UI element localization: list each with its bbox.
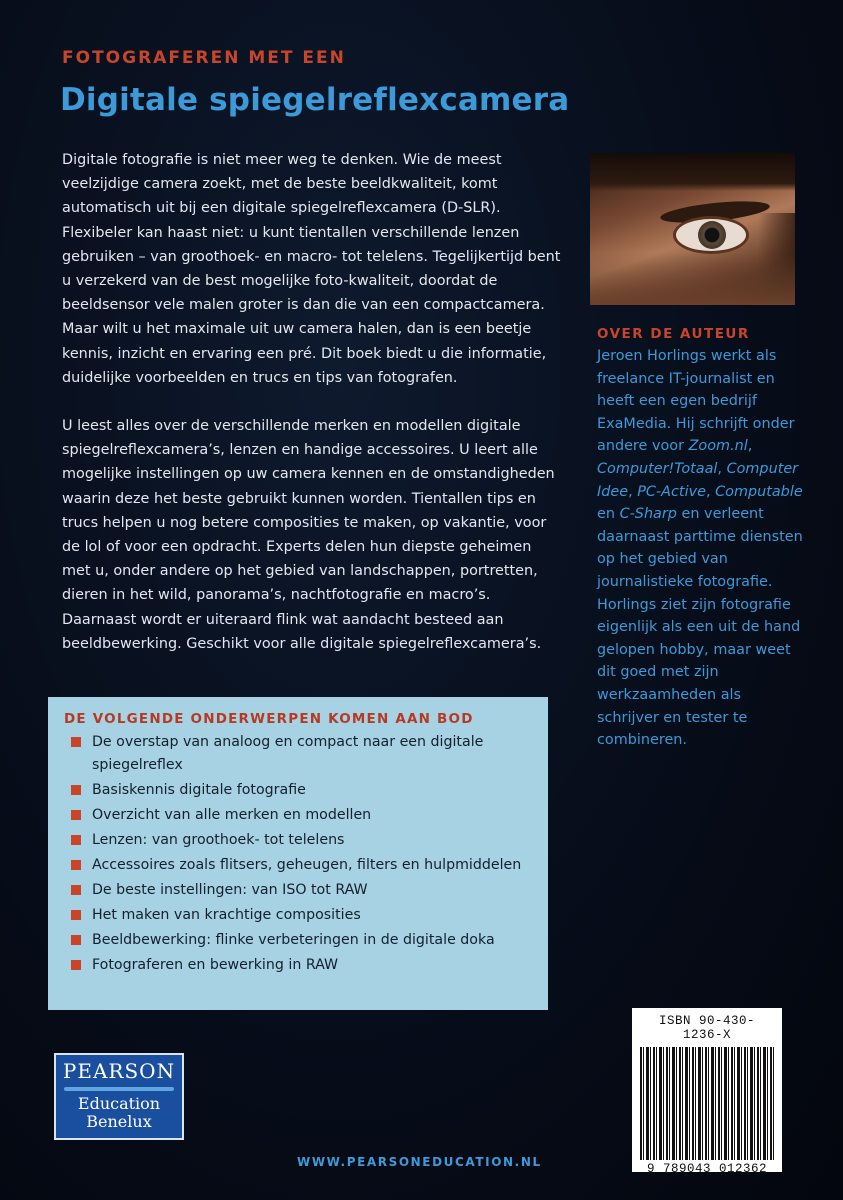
logo-swoosh-icon bbox=[64, 1087, 174, 1091]
description-paragraph-2: U leest alles over de verschillende merken en modellen digitale spiegelreflexcamera’s, lenzen en handige accessoires. U leert alle mogelijke instellingen op uw camera kennen en de omstandigheden waarin deze het beste gebruikt kunnen worden. Tientallen tips en trucs helpen u nog betere composities te maken, op vakantie, voor de lol of voor een opdracht. Experts delen hun diepste geheimen met u, onder andere op het gebied van landschappen, portretten, dieren in het wild, panorama’s, nachtfotografie en macro’s. Daarnaast wordt er uiteraard flink wat aandacht besteed aan beeldbewerking. Geschikt voor alle digitale spiegelreflexcamera’s. bbox=[62, 418, 555, 652]
publisher-website: WWW.PEARSONEDUCATION.NL bbox=[297, 1155, 542, 1169]
topics-list bbox=[64, 731, 532, 977]
author-heading: OVER DE AUTEUR bbox=[597, 326, 750, 342]
publication-pc-active: PC-Active bbox=[637, 483, 706, 500]
publication-computable: Computable bbox=[715, 483, 803, 500]
topic-item: De overstap van analoog en compact naar een digitale spiegelreflex bbox=[64, 731, 532, 777]
logo-wordmark: PEARSON bbox=[62, 1059, 176, 1083]
description-paragraph-1: Digitale fotografie is niet meer weg te denken. Wie de meest veelzijdige camera zoekt, met de beste beeldkwaliteit, komt automatisch uit bij een digitale spiegelreflexcamera (D-SLR). Flexibeler kan haast niet: u kunt tientallen verschillende lenzen gebruiken – van groothoek- en macro- tot telelens. Tegelijkertijd bent u verzekerd van de best mogelijke foto-kwaliteit, doordat de beeldsensor vele malen groter is dan die van een compactcamera. Maar wilt u het maximale uit uw camera halen, dan is een beetje kennis, inzicht en ervaring een pré. Dit boek biedt u die informatie, duidelijke voorbeelden en trucs en tips van fotografen. bbox=[62, 152, 561, 386]
topic-item: Overzicht van alle merken en modellen bbox=[64, 804, 532, 827]
topic-item: De beste instellingen: van ISO tot RAW bbox=[64, 879, 532, 902]
author-eye-photo bbox=[590, 153, 795, 305]
topic-item: Beeldbewerking: flinke verbeteringen in de digitale doka bbox=[64, 929, 532, 952]
logo-subtitle: Education Benelux bbox=[77, 1094, 161, 1131]
publication-c-sharp: C-Sharp bbox=[619, 506, 677, 523]
pearson-logo bbox=[54, 1053, 184, 1140]
cover-title: Digitale spiegelreflexcamera bbox=[60, 82, 570, 118]
topic-item: Lenzen: van groothoek- tot telelens bbox=[64, 829, 532, 852]
barcode-icon bbox=[640, 1047, 774, 1160]
topic-item: Accessoires zoals flitsers, geheugen, filters en hulpmiddelen bbox=[64, 854, 532, 877]
publication-zoom: Zoom.nl bbox=[688, 438, 748, 455]
barcode-panel bbox=[632, 1008, 782, 1176]
topic-item: Fotograferen en bewerking in RAW bbox=[64, 954, 532, 977]
isbn-number: ISBN 90-430-1236-X bbox=[658, 1014, 755, 1042]
ean-number: 9 789043 012362 bbox=[646, 1162, 768, 1176]
author-bio: Jeroen Horlings werkt als freelance IT-journalist en heeft een egen bedrijf ExaMedia. Hij schrijft onder andere voor Zoom.nl, Computer!Totaal, Computer Idee, PC-Active, Computable en C-Sharp en verleent daarnaast parttime diensten op het gebied van journalistieke fotografie. Horlings ziet zijn fotografie eigenlijk als een uit de hand gelopen hobby, maar weet dit goed met zijn werkzaamheden als schrijver en tester te combineren. bbox=[597, 348, 803, 749]
topic-item: Basiskennis digitale fotografie bbox=[64, 779, 532, 802]
topics-box bbox=[48, 697, 548, 1010]
cover-kicker: FOTOGRAFEREN MET EEN bbox=[62, 48, 346, 68]
topic-item: Het maken van krachtige composities bbox=[64, 904, 532, 927]
publication-computer-totaal: Computer!Totaal bbox=[597, 460, 718, 477]
topics-heading: DE VOLGENDE ONDERWERPEN KOMEN AAN BOD bbox=[64, 711, 474, 727]
publication-computer-idee: Computer Idee bbox=[597, 460, 799, 500]
